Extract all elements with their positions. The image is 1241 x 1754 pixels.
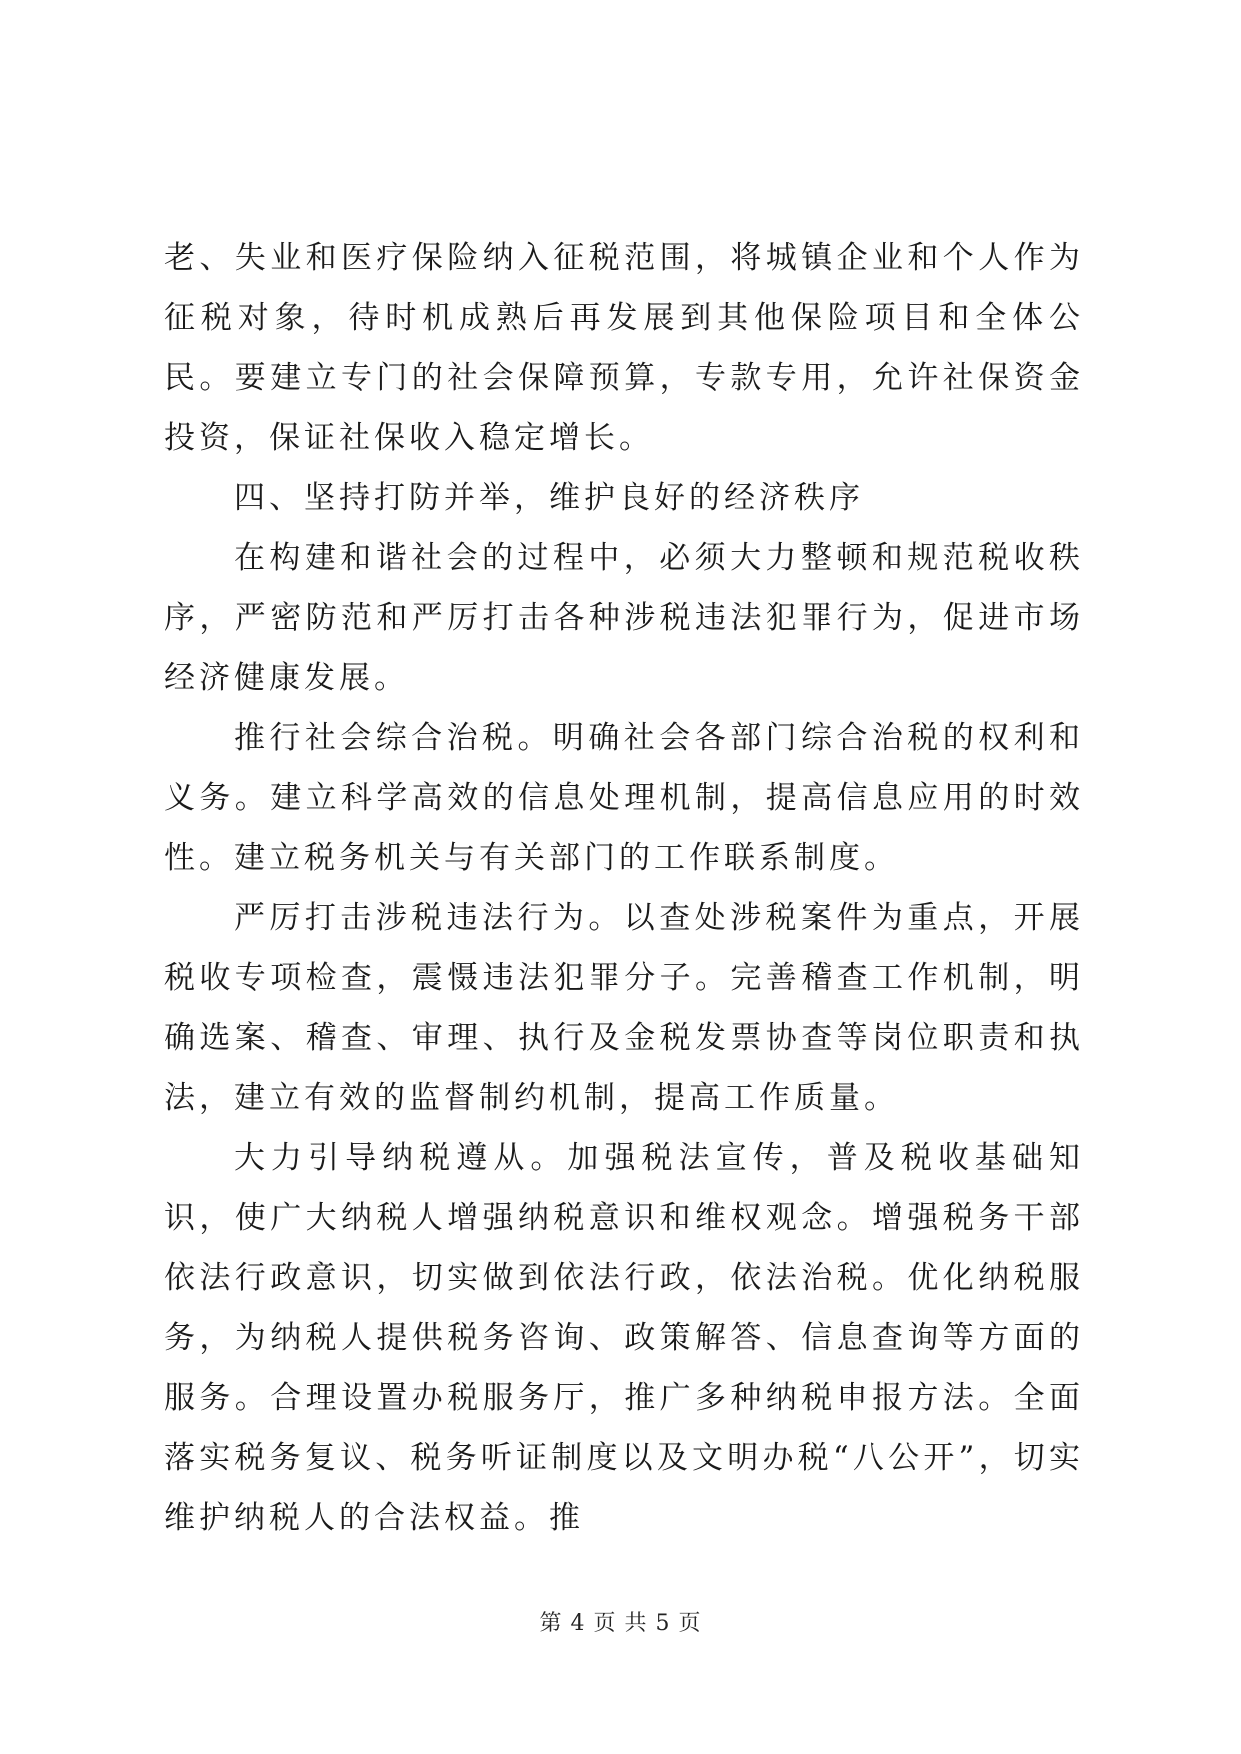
document-body bbox=[164, 228, 1084, 1548]
section-heading-four: 四、坚持打防并举，维护良好的经济秩序 bbox=[234, 480, 864, 516]
paragraph-social-security-continued: 老、失业和医疗保险纳入征税范围，将城镇企业和个人作为征税对象，待时机成熟后再发展到其他保险项目和全体公民。要建立专门的社会保障预算，专款专用，允许社保资金投资，保证社保收入稳定增长。 bbox=[164, 240, 1084, 456]
paragraph-tax-compliance: 大力引导纳税遵从。加强税法宣传，普及税收基础知识，使广大纳税人增强纳税意识和维权观念。增强税务干部依法行政意识，切实做到依法行政，依法治税。优化纳税服务，为纳税人提供税务咨询、政策解答、信息查询等方面的服务。合理设置办税服务厅，推广多种纳税申报方法。全面落实税务复议、税务听证制度以及文明办税“八公开”，切实维护纳税人的合法权益。推 bbox=[164, 1140, 1084, 1536]
paragraph-comprehensive-tax-governance: 推行社会综合治税。明确社会各部门综合治税的权利和义务。建立科学高效的信息处理机制，提高信息应用的时效性。建立税务机关与有关部门的工作联系制度。 bbox=[164, 720, 1084, 876]
page-number-footer: 第 4 页 共 5 页 bbox=[539, 1611, 702, 1636]
paragraph-tax-order: 在构建和谐社会的过程中，必须大力整顿和规范税收秩序，严密防范和严厉打击各种涉税违法犯罪行为，促进市场经济健康发展。 bbox=[164, 540, 1084, 696]
paragraph-tax-crime-crackdown: 严厉打击涉税违法行为。以查处涉税案件为重点，开展税收专项检查，震慑违法犯罪分子。完善稽查工作机制，明确选案、稽查、审理、执行及金税发票协查等岗位职责和执法，建立有效的监督制约机制，提高工作质量。 bbox=[164, 900, 1084, 1116]
